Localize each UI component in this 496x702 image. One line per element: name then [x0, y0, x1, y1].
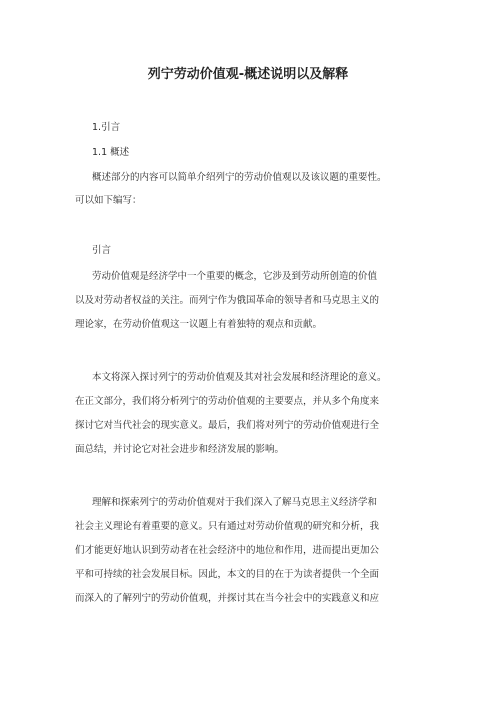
paragraph-3-line: 社会主义理论有着重要的意义。只有通过对劳动价值观的研究和分析，我 — [75, 521, 380, 532]
paragraph-1-line: 劳动价值观是经济学中一个重要的概念，它涉及到劳动所创造的价值 — [92, 271, 378, 282]
section-heading-1: 1.引言 — [92, 122, 121, 133]
paragraph-3-line: 们才能更好地认识到劳动者在社会经济中的地位和作用，进而提出更加公 — [75, 545, 380, 556]
intro-line: 概述部分的内容可以简单介绍列宁的劳动价值观以及该议题的重要性。 — [92, 172, 387, 183]
document-title: 列宁劳动价值观-概述说明以及解释 — [147, 67, 349, 82]
paragraph-2-line: 面总结，并讨论它对社会进步和经济发展的影响。 — [75, 444, 285, 455]
paragraph-1-line: 理论家，在劳动价值观这一议题上有着独特的观点和贡献。 — [75, 319, 323, 330]
paragraph-3-line: 理解和探索列宁的劳动价值观对于我们深入了解马克思主义经济学和 — [92, 497, 378, 508]
paragraph-2-line: 本文将深入探讨列宁的劳动价值观及其对社会发展和经济理论的意义。 — [92, 372, 387, 383]
paragraph-2-line: 探讨它对当代社会的现实意义。最后，我们将对列宁的劳动价值观进行全 — [75, 420, 380, 431]
section-heading-1-1: 1.1 概述 — [92, 147, 130, 158]
paragraph-2-line: 在正文部分，我们将分析列宁的劳动价值观的主要要点，并从多个角度来 — [75, 396, 380, 407]
paragraph-3-line: 而深入的了解列宁的劳动价值观，并探讨其在当今社会中的实践意义和应 — [75, 593, 380, 604]
intro-line: 可以如下编写： — [75, 195, 142, 206]
paragraph-3-line: 平和可持续的社会发展目标。因此，本文的目的在于为读者提供一个全面 — [75, 569, 380, 580]
sub-heading: 引言 — [92, 245, 112, 256]
paragraph-1-line: 以及对劳动者权益的关注。而列宁作为俄国革命的领导者和马克思主义的 — [75, 295, 380, 306]
